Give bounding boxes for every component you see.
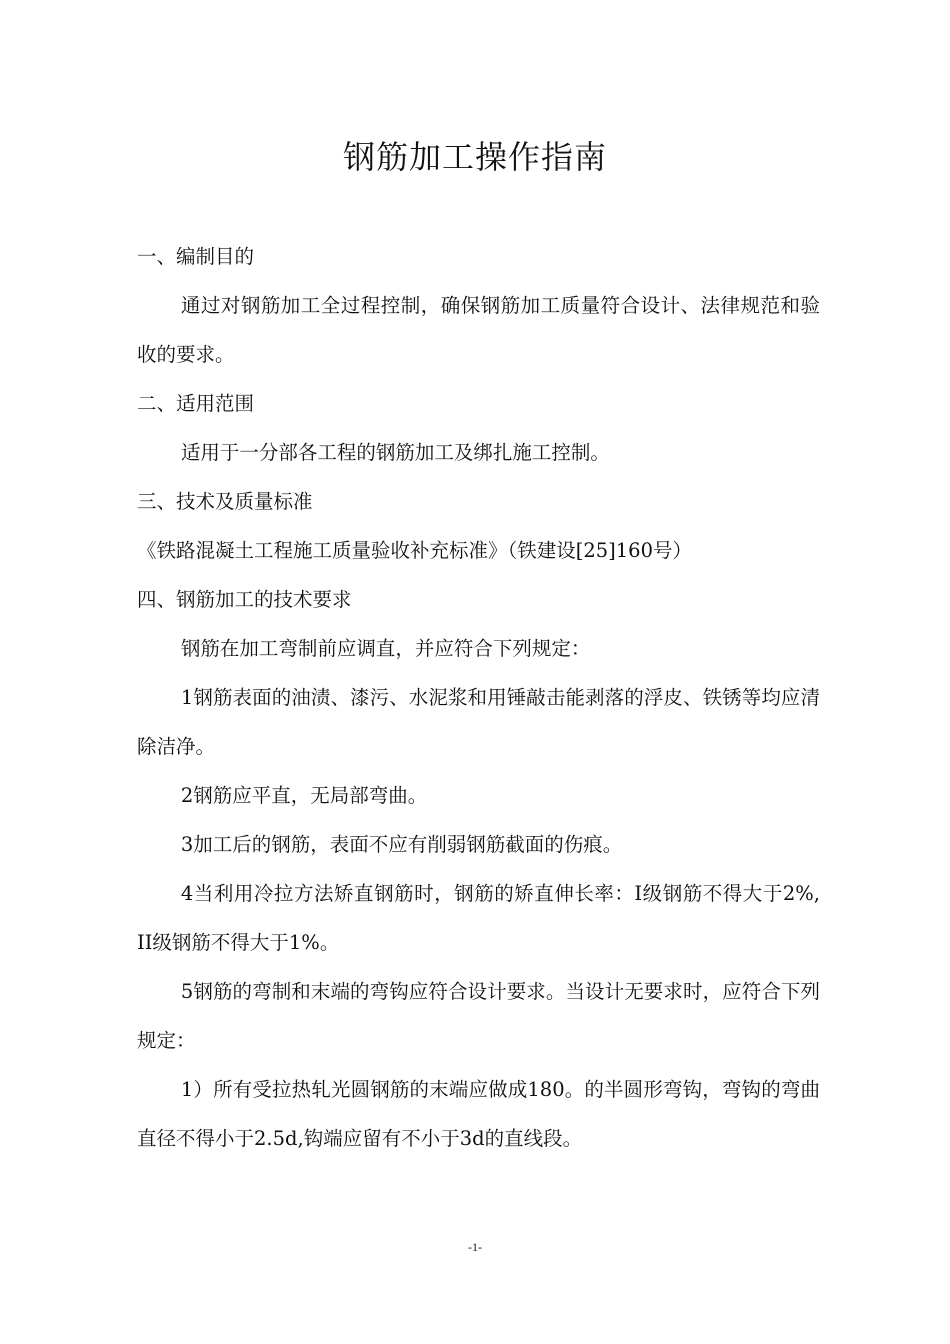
page-number: -1- [468,1240,482,1254]
section-heading-purpose: 一、编制目的 [137,245,255,268]
list-item-3: 3加工后的钢筋，表面不应有削弱钢筋截面的伤痕。 [180,833,623,856]
list-item-4: 4当利用冷拉方法矫直钢筋时，钢筋的矫直伸长率：I级钢筋不得大于2%, II级钢筋不得大于1%。 [137,882,820,954]
sub-item-1: 1）所有受拉热轧光圆钢筋的末端应做成180。的半圆形弯钩，弯钩的弯曲直径不得小于2.5d,钩端应留有不小于3d的直线段。 [137,1078,820,1150]
paragraph-scope: 适用于一分部各工程的钢筋加工及绑扎施工控制。 [180,441,610,464]
section-heading-standards: 三、技术及质量标准 [137,490,313,513]
list-item-5: 5钢筋的弯制和末端的弯钩应符合设计要求。当设计无要求时，应符合下列规定： [137,980,820,1052]
document-title: 钢筋加工操作指南 [342,138,607,176]
list-item-2: 2钢筋应平直，无局部弯曲。 [180,784,428,807]
list-item-1: 1钢筋表面的油渍、漆污、水泥浆和用锤敲击能剥落的浮皮、铁锈等均应清除洁净。 [137,686,820,758]
paragraph-purpose: 通过对钢筋加工全过程控制，确保钢筋加工质量符合设计、法律规范和验收的要求。 [137,294,820,366]
paragraph-standard-reference: 《铁路混凝土工程施工质量验收补充标准》（铁建设[25]160号） [137,539,692,562]
section-heading-technical-requirements: 四、钢筋加工的技术要求 [137,588,352,611]
section-heading-scope: 二、适用范围 [137,392,255,415]
paragraph-straightening-intro: 钢筋在加工弯制前应调直，并应符合下列规定： [180,637,591,660]
document-body [137,232,820,1163]
